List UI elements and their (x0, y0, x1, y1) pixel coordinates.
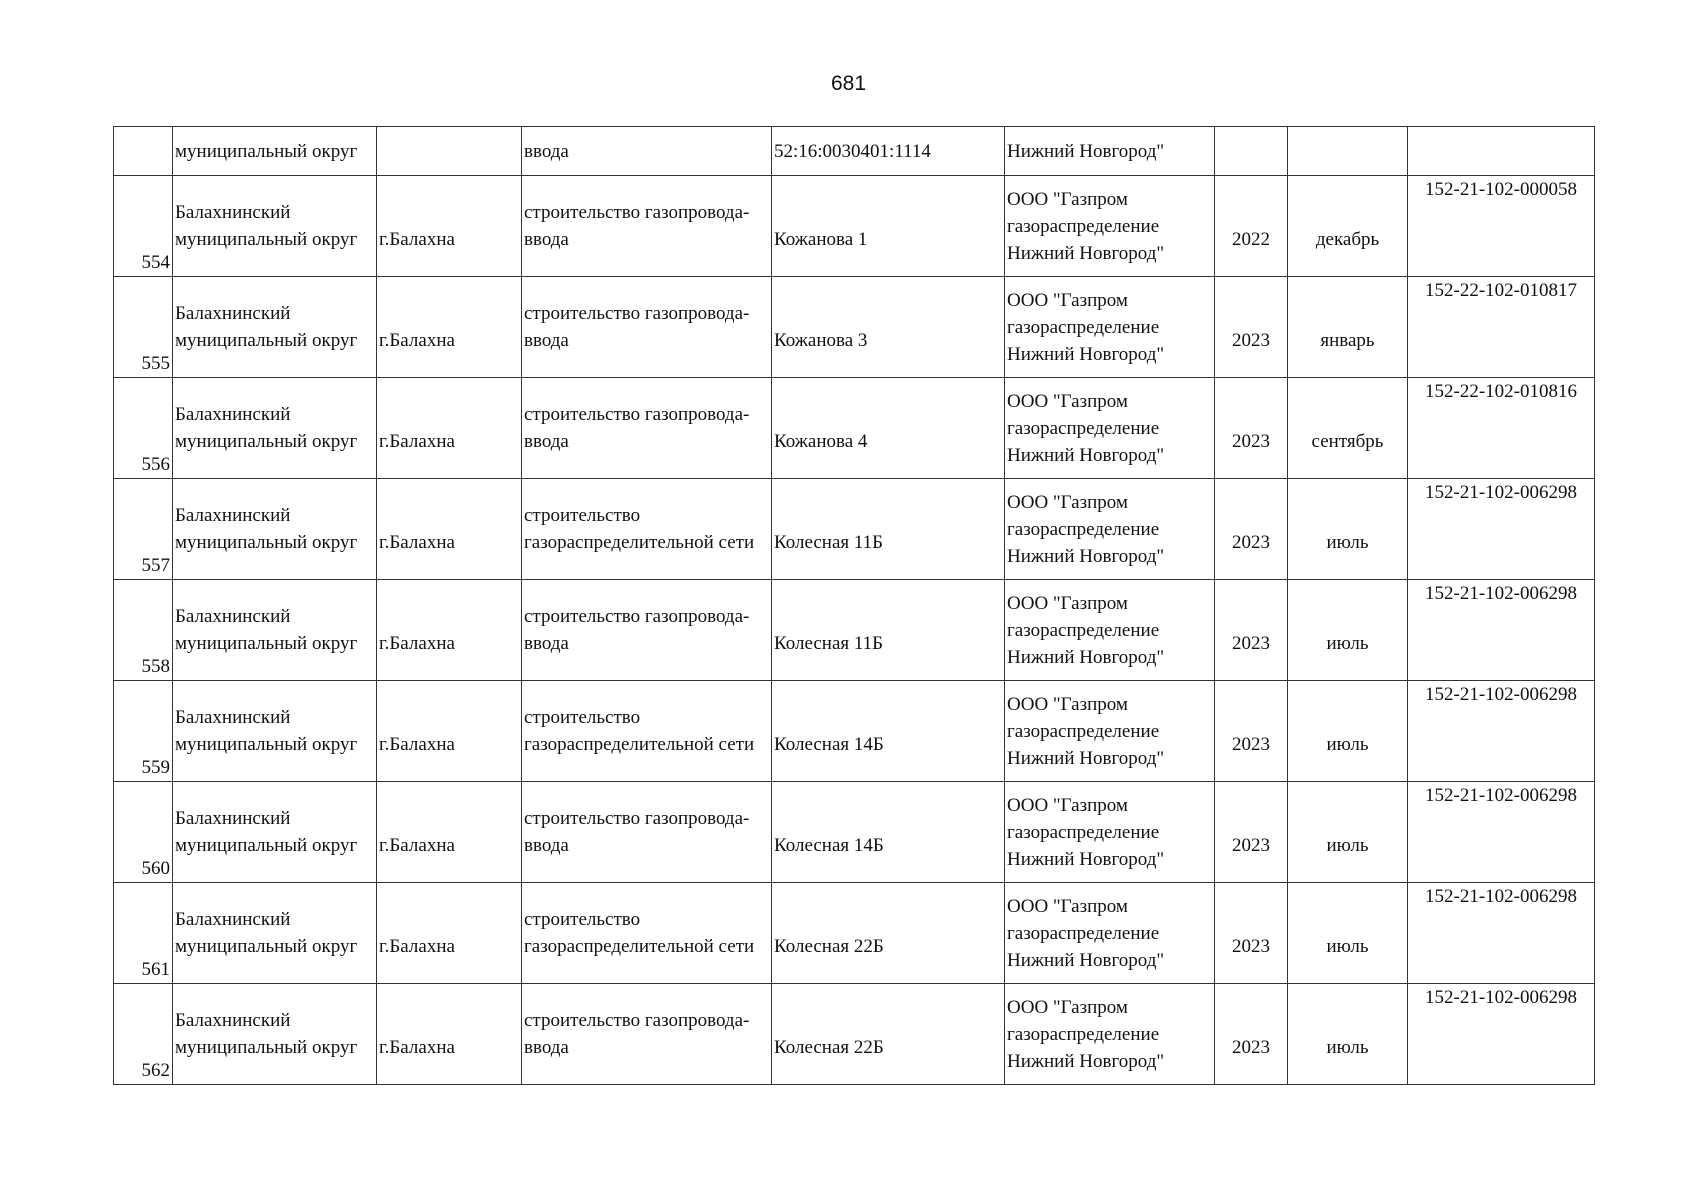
cell-address (772, 782, 1005, 883)
organization-lines (1007, 681, 1212, 781)
address-text: Колесная 14Б (774, 733, 884, 755)
cell-locality (377, 378, 522, 479)
cell-number (114, 681, 173, 782)
work-line: строительство газопровода- (524, 808, 750, 829)
district-line: муниципальный округ (175, 532, 358, 553)
work-line: строительство газопровода- (524, 404, 750, 425)
work-lines (524, 782, 769, 882)
month-text: июль (1326, 1036, 1369, 1058)
year-text: 2023 (1232, 834, 1270, 856)
district-lines (175, 580, 374, 680)
address-text: Колесная 11Б (774, 531, 884, 553)
cell-code: 152-21-102-006298 (1408, 580, 1595, 681)
cell-address (772, 277, 1005, 378)
cell-organization (1005, 378, 1215, 479)
table-row (114, 580, 1595, 681)
cell-work (522, 681, 772, 782)
work-lines (524, 883, 769, 983)
district-line: муниципальный округ (175, 936, 358, 957)
cell-address (772, 681, 1005, 782)
locality-text: г.Балахна (379, 632, 455, 654)
cell-work: ввода (522, 127, 772, 176)
work-line: газораспределительной сети (524, 532, 755, 553)
work-lines (524, 176, 769, 276)
cell-address (772, 176, 1005, 277)
cell-district (173, 378, 377, 479)
cell-locality (377, 176, 522, 277)
district-lines (175, 277, 374, 377)
year-text: 2023 (1232, 329, 1270, 351)
cell-organization: Нижний Новгород" (1005, 127, 1215, 176)
cell-district (173, 479, 377, 580)
address-text: Кожанова 4 (774, 430, 868, 452)
cell-locality (377, 277, 522, 378)
cell-number (114, 479, 173, 580)
cell-organization (1005, 984, 1215, 1085)
locality-text: г.Балахна (379, 834, 455, 856)
cell-number (114, 984, 173, 1085)
month-text: январь (1320, 329, 1375, 351)
organization-line: Нижний Новгород" (1007, 242, 1165, 264)
cell-year (1215, 176, 1288, 277)
cell-organization (1005, 277, 1215, 378)
organization-line: ООО "Газпром (1007, 491, 1128, 513)
organization-line: Нижний Новгород" (1007, 747, 1165, 769)
month-text: сентябрь (1311, 430, 1384, 452)
district-line: муниципальный округ (175, 835, 358, 856)
month-text: июль (1326, 733, 1369, 755)
locality-text: г.Балахна (379, 228, 455, 250)
organization-line: газораспределение (1007, 821, 1160, 843)
year-text: 2023 (1232, 632, 1270, 654)
month-text: июль (1326, 632, 1369, 654)
cell-locality (377, 883, 522, 984)
cell-district (173, 681, 377, 782)
table-row (114, 277, 1595, 378)
organization-lines (1007, 277, 1212, 377)
row-number: 562 (141, 1060, 170, 1081)
cell-locality (377, 580, 522, 681)
cell-year (1215, 277, 1288, 378)
cell-locality (377, 127, 522, 176)
cell-number (114, 277, 173, 378)
cell-code: 152-21-102-006298 (1408, 782, 1595, 883)
cell-year (1215, 378, 1288, 479)
year-text: 2023 (1232, 733, 1270, 755)
district-line: Балахнинский (175, 505, 291, 526)
cell-work (522, 378, 772, 479)
district-line: Балахнинский (175, 202, 291, 223)
cell-district: муниципальный округ (173, 127, 377, 176)
cell-month (1288, 681, 1408, 782)
organization-lines (1007, 176, 1212, 276)
work-line: газораспределительной сети (524, 936, 755, 957)
cell-number (114, 127, 173, 176)
cell-month (1288, 378, 1408, 479)
cell-code: 152-21-102-006298 (1408, 681, 1595, 782)
work-lines (524, 580, 769, 680)
month-text: декабрь (1315, 228, 1380, 250)
district-line: Балахнинский (175, 909, 291, 930)
organization-line: Нижний Новгород" (1007, 949, 1165, 971)
locality-text: г.Балахна (379, 935, 455, 957)
organization-line: Нижний Новгород" (1007, 343, 1165, 365)
cell-year (1215, 580, 1288, 681)
organization-line: ООО "Газпром (1007, 390, 1128, 412)
table-row (114, 984, 1595, 1085)
district-line: Балахнинский (175, 808, 291, 829)
cell-work (522, 277, 772, 378)
district-line: Балахнинский (175, 404, 291, 425)
work-line: строительство газопровода- (524, 606, 750, 627)
work-line: ввода (524, 229, 569, 250)
cell-locality (377, 479, 522, 580)
district-lines (175, 479, 374, 579)
cell-district (173, 984, 377, 1085)
cell-year (1215, 681, 1288, 782)
locality-text: г.Балахна (379, 329, 455, 351)
district-line: Балахнинский (175, 1010, 291, 1031)
cell-address (772, 984, 1005, 1085)
table-row (114, 681, 1595, 782)
registry-table (113, 126, 1595, 1085)
address-text: Колесная 22Б (774, 1036, 884, 1058)
organization-line: ООО "Газпром (1007, 895, 1128, 917)
work-line: ввода (524, 1037, 569, 1058)
district-lines (175, 782, 374, 882)
cell-month (1288, 883, 1408, 984)
organization-line: газораспределение (1007, 1023, 1160, 1045)
table-row (114, 883, 1595, 984)
work-line: строительство (524, 505, 641, 526)
cell-work (522, 176, 772, 277)
district-line: Балахнинский (175, 707, 291, 728)
cell-month (1288, 127, 1408, 176)
locality-text: г.Балахна (379, 1036, 455, 1058)
organization-line: газораспределение (1007, 922, 1160, 944)
year-text: 2022 (1232, 228, 1270, 250)
cell-work (522, 883, 772, 984)
cell-locality (377, 782, 522, 883)
district-line: муниципальный округ (175, 330, 358, 351)
organization-lines (1007, 883, 1212, 983)
organization-lines (1007, 378, 1212, 478)
address-text: Колесная 14Б (774, 834, 884, 856)
row-number: 559 (141, 757, 170, 778)
table-row (114, 176, 1595, 277)
cell-month (1288, 479, 1408, 580)
year-text: 2023 (1232, 935, 1270, 957)
locality-text: г.Балахна (379, 733, 455, 755)
cell-district (173, 277, 377, 378)
work-line: строительство (524, 909, 641, 930)
district-lines (175, 176, 374, 276)
month-text: июль (1326, 531, 1369, 553)
row-number: 556 (141, 454, 170, 475)
district-line: муниципальный округ (175, 633, 358, 654)
district-lines (175, 681, 374, 781)
cell-organization (1005, 681, 1215, 782)
table-row-continued (114, 127, 1595, 176)
organization-line: Нижний Новгород" (1007, 848, 1165, 870)
cell-code: 152-21-102-000058 (1408, 176, 1595, 277)
address-text: Колесная 22Б (774, 935, 884, 957)
month-text: июль (1326, 935, 1369, 957)
work-lines (524, 681, 769, 781)
locality-text: г.Балахна (379, 430, 455, 452)
district-lines (175, 984, 374, 1084)
cell-address (772, 883, 1005, 984)
district-line: муниципальный округ (175, 229, 358, 250)
cell-month (1288, 277, 1408, 378)
district-lines (175, 883, 374, 983)
cell-number (114, 580, 173, 681)
cell-year (1215, 782, 1288, 883)
row-number: 558 (141, 656, 170, 677)
cell-district (173, 883, 377, 984)
cell-district (173, 176, 377, 277)
organization-line: газораспределение (1007, 215, 1160, 237)
row-number: 554 (141, 252, 170, 273)
organization-lines (1007, 782, 1212, 882)
cell-code (1408, 127, 1595, 176)
address-text: Кожанова 3 (774, 329, 868, 351)
cell-work (522, 984, 772, 1085)
row-number: 555 (141, 353, 170, 374)
page-number: 681 (830, 72, 867, 95)
organization-line: ООО "Газпром (1007, 592, 1128, 614)
cell-organization (1005, 479, 1215, 580)
cell-month (1288, 984, 1408, 1085)
cell-locality (377, 681, 522, 782)
cell-year (1215, 883, 1288, 984)
row-number: 557 (141, 555, 170, 576)
organization-line: газораспределение (1007, 619, 1160, 641)
organization-line: Нижний Новгород" (1007, 646, 1165, 668)
year-text: 2023 (1232, 531, 1270, 553)
cell-number (114, 782, 173, 883)
cell-month (1288, 782, 1408, 883)
cell-organization (1005, 782, 1215, 883)
cell-code: 152-22-102-010816 (1408, 378, 1595, 479)
table-row (114, 479, 1595, 580)
organization-line: ООО "Газпром (1007, 996, 1128, 1018)
year-text: 2023 (1232, 430, 1270, 452)
locality-text: г.Балахна (379, 531, 455, 553)
cell-code: 152-21-102-006298 (1408, 479, 1595, 580)
cell-district (173, 580, 377, 681)
organization-line: газораспределение (1007, 518, 1160, 540)
work-lines (524, 984, 769, 1084)
work-line: ввода (524, 330, 569, 351)
organization-line: Нижний Новгород" (1007, 444, 1165, 466)
work-line: строительство газопровода- (524, 303, 750, 324)
cell-locality (377, 984, 522, 1085)
work-line: ввода (524, 431, 569, 452)
work-lines (524, 277, 769, 377)
cell-organization (1005, 580, 1215, 681)
organization-line: ООО "Газпром (1007, 188, 1128, 210)
organization-line: газораспределение (1007, 316, 1160, 338)
cell-district (173, 782, 377, 883)
cell-month (1288, 580, 1408, 681)
cell-year (1215, 479, 1288, 580)
organization-line: газораспределение (1007, 720, 1160, 742)
cell-address (772, 378, 1005, 479)
table-row (114, 782, 1595, 883)
work-lines (524, 479, 769, 579)
cell-number (114, 378, 173, 479)
work-line: строительство газопровода- (524, 202, 750, 223)
work-line: строительство газопровода- (524, 1010, 750, 1031)
cell-number (114, 883, 173, 984)
organization-line: Нижний Новгород" (1007, 1050, 1165, 1072)
district-line: муниципальный округ (175, 1037, 358, 1058)
organization-lines (1007, 984, 1212, 1084)
cell-address (772, 479, 1005, 580)
cell-year (1215, 127, 1288, 176)
organization-lines (1007, 580, 1212, 680)
work-line: строительство (524, 707, 641, 728)
district-lines (175, 378, 374, 478)
cell-number (114, 176, 173, 277)
organization-line: ООО "Газпром (1007, 289, 1128, 311)
organization-line: ООО "Газпром (1007, 794, 1128, 816)
work-line: ввода (524, 633, 569, 654)
address-text: Кожанова 1 (774, 228, 868, 250)
cell-address: 52:16:0030401:1114 (772, 127, 1005, 176)
district-line: муниципальный округ (175, 431, 358, 452)
cell-work (522, 782, 772, 883)
district-line: Балахнинский (175, 303, 291, 324)
registry-body (114, 127, 1595, 1085)
cell-work (522, 580, 772, 681)
organization-line: газораспределение (1007, 417, 1160, 439)
row-number: 560 (141, 858, 170, 879)
cell-work (522, 479, 772, 580)
work-line: ввода (524, 835, 569, 856)
cell-organization (1005, 883, 1215, 984)
organization-line: Нижний Новгород" (1007, 545, 1165, 567)
work-line: газораспределительной сети (524, 734, 755, 755)
table-row (114, 378, 1595, 479)
cell-code: 152-22-102-010817 (1408, 277, 1595, 378)
year-text: 2023 (1232, 1036, 1270, 1058)
cell-address (772, 580, 1005, 681)
month-text: июль (1326, 834, 1369, 856)
district-line: муниципальный округ (175, 734, 358, 755)
row-number: 561 (141, 959, 170, 980)
district-line: Балахнинский (175, 606, 291, 627)
cell-month (1288, 176, 1408, 277)
organization-lines (1007, 479, 1212, 579)
cell-organization (1005, 176, 1215, 277)
cell-code: 152-21-102-006298 (1408, 984, 1595, 1085)
organization-line: ООО "Газпром (1007, 693, 1128, 715)
cell-code: 152-21-102-006298 (1408, 883, 1595, 984)
address-text: Колесная 11Б (774, 632, 884, 654)
work-lines (524, 378, 769, 478)
cell-year (1215, 984, 1288, 1085)
